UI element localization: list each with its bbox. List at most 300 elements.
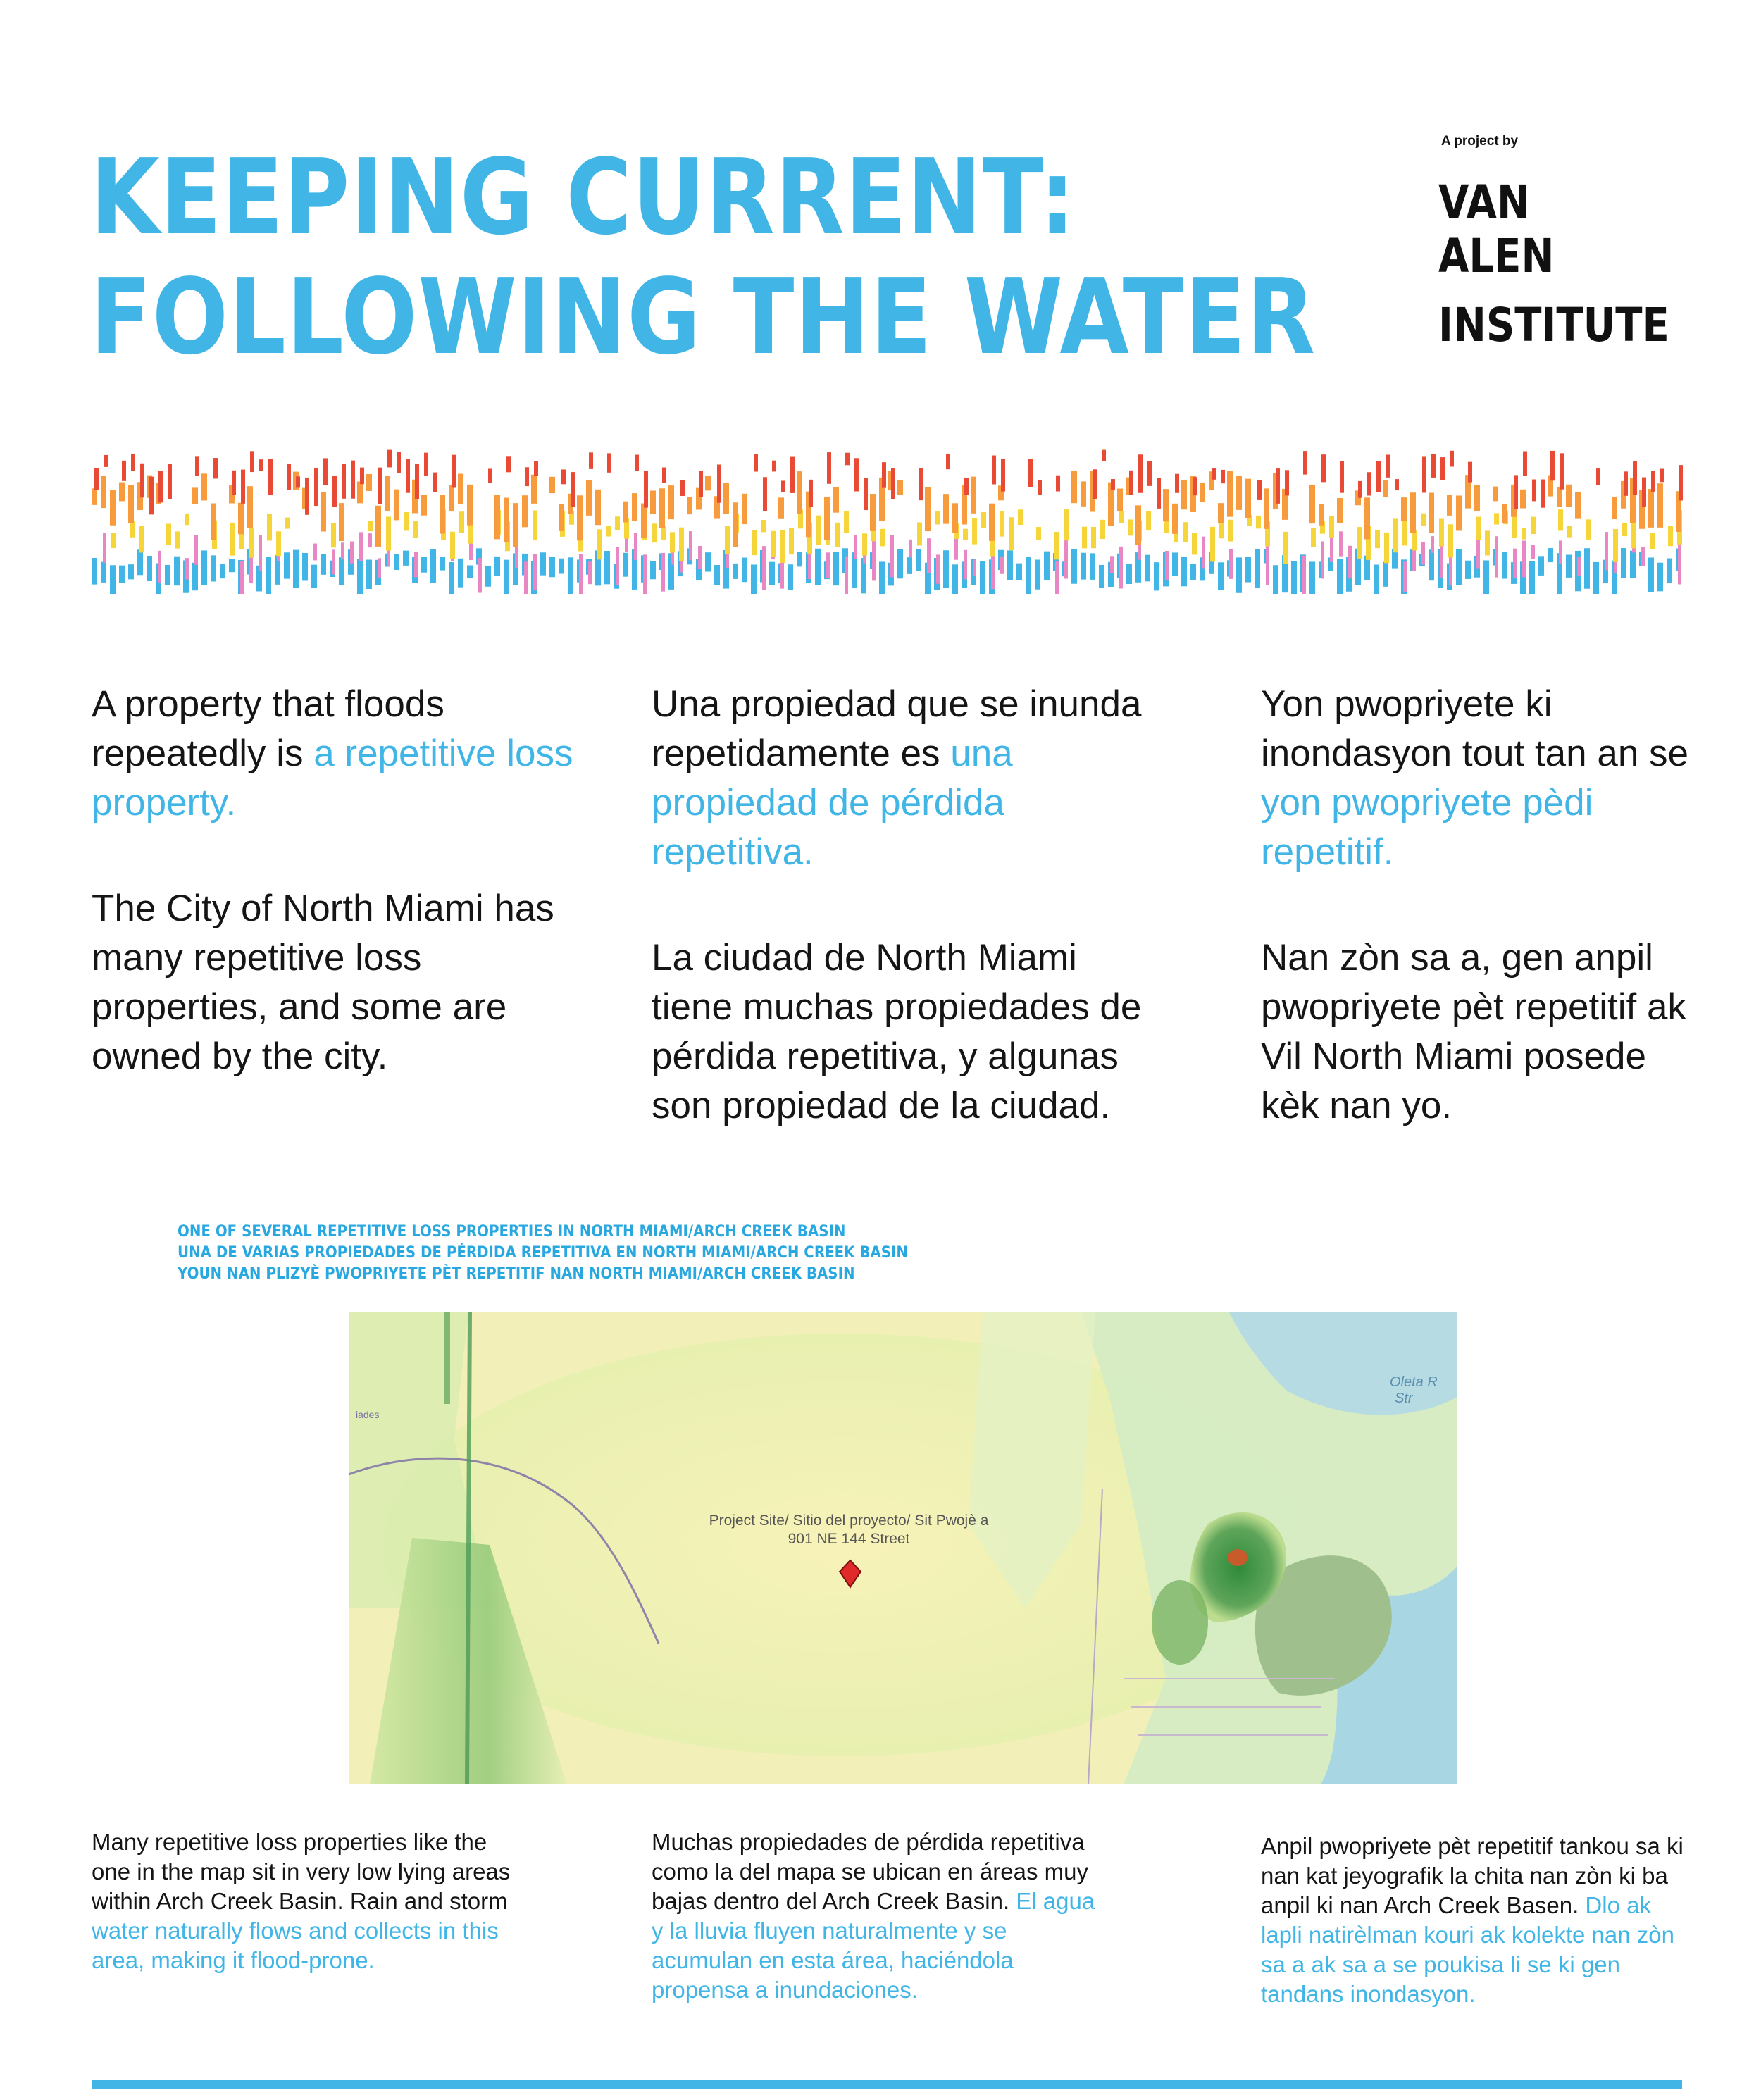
barcode-stripe <box>909 540 912 557</box>
barcode-stripe <box>1456 549 1462 585</box>
detail-column-es: Muchas propiedades de pérdida repetitiva como la del mapa se ubican en áreas muy bajas dentro del Arch Creek Basin. El agua y la lluvia fluyen naturalmente y se acumulan en esta área, haciéndola propensa a inundaciones. <box>652 1829 1095 2003</box>
barcode-stripe <box>1641 547 1645 566</box>
barcode-stripe <box>549 557 555 577</box>
barcode-stripe <box>1660 469 1664 483</box>
barcode-stripe <box>311 565 317 588</box>
barcode-stripe <box>1559 540 1562 564</box>
barcode-stripe <box>650 490 656 514</box>
barcode-stripe <box>1056 476 1060 492</box>
barcode-stripe <box>943 494 949 523</box>
barcode-stripe <box>513 503 518 547</box>
map-caption-en: ONE OF SEVERAL REPETITIVE LOSS PROPERTIES IN NORTH MIAMI/ARCH CREEK BASIN <box>178 1223 846 1241</box>
barcode-stripe <box>414 552 418 577</box>
barcode-stripe <box>1119 511 1124 523</box>
barcode-stripe <box>1028 459 1033 487</box>
barcode-stripe <box>789 528 794 554</box>
barcode-stripe <box>780 530 785 563</box>
barcode-stripe <box>430 549 436 583</box>
barcode-stripe <box>1410 492 1416 533</box>
barcode-stripe <box>339 503 344 541</box>
barcode-stripe <box>1000 511 1004 536</box>
barcode-stripe <box>433 473 437 492</box>
barcode-stripe <box>723 483 729 513</box>
barcode-stripe <box>634 533 637 560</box>
barcode-stripe <box>287 464 291 490</box>
barcode-stripe <box>1321 454 1326 482</box>
barcode-stripe <box>94 468 99 490</box>
barcode-stripe <box>1403 561 1407 592</box>
barcode-stripe <box>615 516 620 530</box>
barcode-stripe <box>458 474 463 504</box>
barcode-stripe <box>659 488 665 528</box>
barcode-stripe <box>680 480 685 496</box>
intro-column-es <box>652 680 1145 1187</box>
intro-column-ht <box>1261 680 1698 1187</box>
barcode-stripe <box>259 459 263 471</box>
barcode-stripe <box>1210 527 1215 562</box>
barcode-stripe <box>1357 527 1362 559</box>
barcode-stripe <box>762 546 766 590</box>
barcode-stripe <box>174 557 180 585</box>
barcode-stripe <box>1456 495 1462 530</box>
barcode-stripe <box>230 523 235 556</box>
barcode-stripe <box>211 504 216 540</box>
barcode-stripe <box>635 455 639 471</box>
barcode-stripe <box>1009 517 1014 550</box>
barcode-stripe <box>652 523 657 542</box>
barcode-stripe <box>1566 485 1572 507</box>
intro-paragraph-2: Nan zòn sa a, gen anpil pwopriyete pèt repetitif ak Vil North Miami posede kèk nan yo. <box>1261 937 1686 1126</box>
barcode-stripe <box>861 558 866 593</box>
barcode-stripe <box>488 468 492 483</box>
barcode-stripe <box>1358 481 1362 498</box>
barcode-stripe <box>194 535 198 565</box>
barcode-stripe <box>1036 527 1041 540</box>
van-alen-logo <box>1438 176 1669 352</box>
barcode-stripe <box>781 480 785 492</box>
barcode-stripe <box>1245 479 1251 518</box>
barcode-stripe <box>1648 489 1654 528</box>
barcode-stripe <box>788 564 793 590</box>
barcode-stripe <box>606 526 611 536</box>
barcode-stripe <box>972 518 977 544</box>
barcode-stripe <box>643 554 647 594</box>
barcode-stripe <box>879 561 885 594</box>
barcode-stripe <box>293 550 299 588</box>
barcode-stripe <box>394 554 399 570</box>
barcode-stripe <box>406 459 410 493</box>
barcode-stripe <box>1514 475 1518 509</box>
barcode-stripe <box>1256 516 1261 528</box>
barcode-stripe <box>891 468 895 499</box>
barcode-stripe <box>366 560 372 589</box>
barcode-stripe <box>1200 483 1205 502</box>
barcode-stripe <box>1384 533 1389 563</box>
barcode-stripe <box>1218 503 1224 523</box>
barcode-stripe <box>158 551 161 583</box>
barcode-stripe <box>1421 542 1425 565</box>
barcode-stripe <box>1000 557 1004 574</box>
barcode-stripe <box>1091 527 1096 548</box>
barcode-stripe <box>1202 537 1205 569</box>
barcode-stripe <box>128 485 134 523</box>
barcode-stripe <box>130 521 135 537</box>
barcode-stripe <box>1163 489 1169 521</box>
barcode-stripe <box>981 512 986 528</box>
barcode-stripe <box>1523 452 1527 476</box>
barcode-stripe <box>824 497 830 540</box>
barcode-stripe <box>1064 534 1068 579</box>
barcode-stripe <box>1339 531 1343 556</box>
barcode-stripe <box>332 476 337 507</box>
barcode-stripe <box>1172 552 1178 576</box>
barcode-stripe <box>375 506 381 547</box>
barcode-stripe <box>1648 558 1654 592</box>
barcode-stripe <box>1376 461 1381 492</box>
barcode-stripe <box>101 562 106 583</box>
barcode-stripe <box>1531 545 1535 559</box>
barcode-stripe <box>1383 480 1388 497</box>
barcode-stripe <box>1586 519 1591 540</box>
barcode-stripe <box>890 535 894 577</box>
barcode-stripe <box>698 546 702 569</box>
barcode-stripe <box>586 480 592 516</box>
barcode-stripe <box>394 490 399 521</box>
barcode-stripe <box>1395 479 1399 490</box>
barcode-stripe <box>1119 547 1123 589</box>
barcode-stripe <box>864 478 868 510</box>
barcode-stripe <box>1548 548 1553 562</box>
barcode-stripe <box>1064 509 1069 540</box>
barcode-stripe <box>449 562 454 594</box>
barcode-stripe <box>285 518 290 529</box>
barcode-stripe <box>661 526 666 540</box>
barcode-stripe <box>872 539 876 581</box>
decorative-barcode-band <box>92 442 1684 594</box>
barcode-stripe <box>122 461 126 481</box>
barcode-stripe <box>378 468 382 504</box>
barcode-stripe <box>568 557 573 594</box>
barcode-stripe <box>531 475 537 504</box>
barcode-stripe <box>935 511 940 525</box>
barcode-stripe <box>494 557 500 576</box>
barcode-stripe <box>166 524 171 545</box>
barcode-stripe <box>247 486 253 528</box>
map-place-label: Oleta R <box>1390 1374 1438 1390</box>
barcode-stripe <box>413 521 418 538</box>
barcode-stripe <box>650 561 656 579</box>
barcode-stripe <box>769 562 775 585</box>
barcode-stripe <box>1302 556 1306 594</box>
barcode-stripe <box>232 471 236 495</box>
barcode-stripe <box>1502 552 1507 579</box>
barcode-stripe <box>321 554 326 575</box>
barcode-stripe <box>1110 556 1114 573</box>
elevation-map <box>349 1312 1457 1784</box>
barcode-stripe <box>870 494 876 531</box>
barcode-stripe <box>1082 527 1087 549</box>
barcode-stripe <box>1273 565 1278 594</box>
barcode-stripe <box>342 464 346 499</box>
barcode-stripe <box>1218 562 1224 590</box>
barcode-stripe <box>1593 562 1599 594</box>
barcode-stripe <box>1567 526 1572 537</box>
barcode-stripe <box>494 495 500 540</box>
barcode-stripe <box>385 476 390 511</box>
barcode-stripe <box>359 532 363 561</box>
barcode-stripe <box>158 471 163 502</box>
barcode-stripe <box>936 554 940 583</box>
map-low-pocket <box>1228 1549 1247 1566</box>
barcode-stripe <box>1255 549 1260 588</box>
map-place-label: Str <box>1395 1391 1413 1406</box>
barcode-stripe <box>717 465 721 503</box>
barcode-stripe <box>927 538 931 573</box>
barcode-stripe <box>1386 454 1390 477</box>
barcode-stripe <box>522 495 528 527</box>
barcode-stripe <box>467 565 473 578</box>
barcode-stripe <box>1236 476 1242 510</box>
barcode-stripe <box>1146 511 1151 530</box>
barcode-stripe <box>1421 514 1426 526</box>
barcode-stripe <box>1584 548 1590 589</box>
barcode-stripe <box>589 452 593 468</box>
barcode-stripe <box>897 549 903 579</box>
barcode-stripe <box>733 564 738 579</box>
barcode-stripe <box>1236 557 1242 592</box>
barcode-stripe <box>1190 564 1196 580</box>
barcode-stripe <box>421 495 427 516</box>
barcode-stripe <box>458 559 463 588</box>
barcode-stripe <box>1520 490 1526 509</box>
barcode-stripe <box>1612 497 1617 519</box>
barcode-stripe <box>504 498 509 543</box>
barcode-stripe <box>1522 541 1526 578</box>
barcode-stripe <box>449 485 454 511</box>
barcode-stripe <box>323 458 328 485</box>
barcode-stripe <box>332 549 335 574</box>
barcode-stripe <box>1630 551 1636 578</box>
barcode-stripe <box>1429 493 1434 533</box>
barcode-stripe <box>561 469 566 484</box>
barcode-stripe <box>1485 530 1490 555</box>
barcode-stripe <box>1309 485 1315 523</box>
barcode-stripe <box>357 481 363 503</box>
barcode-stripe <box>754 454 758 471</box>
barcode-stripe <box>1266 546 1269 585</box>
barcode-stripe <box>980 561 985 594</box>
barcode-stripe <box>733 502 738 547</box>
barcode-stripe <box>103 533 106 562</box>
barcode-stripe <box>1093 469 1097 499</box>
barcode-stripe <box>1429 549 1434 580</box>
map-road <box>467 1312 470 1784</box>
barcode-stripe <box>1071 549 1077 584</box>
barcode-stripe <box>854 535 857 559</box>
barcode-stripe <box>989 504 995 541</box>
project-site-address: 901 NE 144 Street <box>788 1531 910 1547</box>
barcode-stripe <box>1181 557 1187 586</box>
title-line-2: FOLLOWING THE WATER <box>90 256 1317 378</box>
barcode-stripe <box>1440 457 1445 480</box>
barcode-stripe <box>1422 456 1426 492</box>
barcode-stripe <box>662 467 666 483</box>
barcode-stripe <box>1038 480 1042 495</box>
barcode-stripe <box>296 476 300 487</box>
title-line-1: KEEPING CURRENT: <box>90 137 1076 258</box>
barcode-stripe <box>201 473 207 500</box>
barcode-stripe <box>1550 451 1555 480</box>
barcode-stripe <box>623 502 628 523</box>
barcode-stripe <box>1026 557 1031 594</box>
barcode-stripe <box>213 458 218 478</box>
barcode-stripe <box>111 533 116 548</box>
barcode-stripe <box>1657 563 1663 592</box>
barcode-stripe <box>1532 480 1536 502</box>
barcode-stripe <box>549 477 555 493</box>
barcode-stripe <box>992 456 996 485</box>
barcode-stripe <box>991 554 995 589</box>
barcode-stripe <box>1605 532 1608 570</box>
barcode-stripe <box>845 557 848 594</box>
barcode-stripe <box>689 531 692 560</box>
barcode-stripe <box>1447 495 1452 516</box>
barcode-stripe <box>1081 553 1086 580</box>
barcode-stripe <box>845 453 850 466</box>
barcode-stripe <box>1128 519 1133 535</box>
barcode-stripe <box>1439 518 1444 546</box>
barcode-stripe <box>705 476 711 490</box>
barcode-stripe <box>220 564 225 578</box>
barcode-stripe <box>478 558 482 592</box>
barcode-stripe <box>679 528 684 561</box>
barcode-stripe <box>314 468 318 506</box>
barcode-stripe <box>1348 546 1352 578</box>
barcode-stripe <box>597 529 602 559</box>
barcode-stripe <box>137 549 143 575</box>
barcode-stripe <box>195 456 199 476</box>
barcode-stripe <box>1468 462 1472 483</box>
barcode-stripe <box>1502 504 1507 523</box>
barcode-stripe <box>259 535 262 571</box>
barcode-stripe <box>1018 509 1023 525</box>
barcode-stripe <box>1100 520 1105 539</box>
barcode-stripe <box>687 497 692 514</box>
barcode-stripe <box>668 485 674 519</box>
barcode-stripe <box>424 453 428 476</box>
barcode-stripe <box>579 554 583 594</box>
barcode-stripe <box>1138 454 1143 493</box>
barcode-stripe <box>404 512 409 530</box>
barcode-stripe <box>1383 562 1388 587</box>
barcode-stripe <box>1309 561 1315 594</box>
barcode-stripe <box>644 471 648 507</box>
barcode-stripe <box>147 556 152 581</box>
barcode-stripe <box>1175 474 1179 493</box>
barcode-stripe <box>110 490 116 526</box>
barcode-stripe <box>604 551 610 584</box>
barcode-stripe <box>946 454 950 469</box>
barcode-stripe <box>623 553 628 577</box>
barcode-stripe <box>101 476 106 508</box>
barcode-stripe <box>211 555 216 581</box>
barcode-stripe <box>827 452 831 484</box>
barcode-stripe <box>816 516 821 545</box>
barcode-stripe <box>1044 552 1050 580</box>
map-caption-ht: YOUN NAN PLIZYÈ PWOPRIYETE PÈT REPETITIF NAN NORTH MIAMI/ARCH CREEK BASIN <box>178 1265 855 1283</box>
barcode-stripe <box>403 551 409 566</box>
barcode-stripe <box>1245 557 1251 583</box>
barcode-stripe <box>699 471 703 497</box>
barcode-stripe <box>1283 532 1288 564</box>
barcode-stripe <box>533 554 537 590</box>
barcode-stripe <box>1099 565 1104 588</box>
barcode-stripe <box>421 557 427 572</box>
barcode-stripe <box>1393 518 1398 552</box>
barcode-stripe <box>797 471 802 514</box>
barcode-stripe <box>742 558 747 583</box>
barcode-stripe <box>440 557 445 570</box>
barcode-stripe <box>357 559 363 594</box>
barcode-stripe <box>916 549 921 571</box>
barcode-stripe <box>925 487 931 531</box>
detail-column-en: Many repetitive loss properties like the one in the map sit in very low lying areas within Arch Creek Basin. Rain and storm water naturally flows and collects in this area, making it flood-prone. <box>92 1829 511 1973</box>
barcode-stripe <box>1276 468 1280 504</box>
barcode-stripe <box>140 464 144 498</box>
barcode-stripe <box>907 557 912 574</box>
barcode-stripe <box>854 458 859 491</box>
intro-paragraph-1: A property that floods repeatedly is a repetitive loss property. <box>92 683 573 824</box>
barcode-stripe <box>267 514 272 540</box>
barcode-stripe <box>524 561 528 594</box>
barcode-stripe <box>1375 530 1380 548</box>
barcode-stripe <box>368 521 373 531</box>
barcode-stripe <box>1657 483 1663 528</box>
barcode-stripe <box>360 468 364 485</box>
barcode-stripe <box>917 522 922 545</box>
barcode-stripe <box>1303 451 1307 474</box>
barcode-stripe <box>452 455 456 488</box>
barcode-stripe <box>1450 451 1454 467</box>
barcode-stripe <box>192 487 198 504</box>
barcode-stripe <box>670 532 675 552</box>
barcode-stripe <box>897 480 903 495</box>
barcode-stripe <box>119 566 125 583</box>
barcode-stripe <box>1007 550 1013 580</box>
barcode-stripe <box>302 553 308 580</box>
barcode-stripe <box>1329 516 1334 538</box>
barcode-stripe <box>1624 471 1628 495</box>
barcode-stripe <box>540 552 546 575</box>
barcode-stripe <box>1291 561 1297 594</box>
barcode-stripe <box>1071 471 1077 503</box>
barcode-stripe <box>963 529 968 540</box>
barcode-stripe <box>533 511 537 541</box>
barcode-stripe <box>1431 454 1436 478</box>
barcode-stripe <box>1212 468 1216 479</box>
barcode-stripe <box>440 495 445 533</box>
barcode-stripe <box>1016 564 1022 580</box>
barcode-stripe <box>1476 517 1481 540</box>
barcode-stripe <box>833 552 839 585</box>
barcode-stripe <box>1431 536 1434 553</box>
barcode-stripe <box>1157 478 1161 509</box>
barcode-stripe <box>1651 471 1655 491</box>
barcode-stripe <box>844 511 849 533</box>
page-title <box>90 137 1316 377</box>
barcode-stripe <box>1650 533 1655 549</box>
barcode-stripe <box>763 477 767 511</box>
